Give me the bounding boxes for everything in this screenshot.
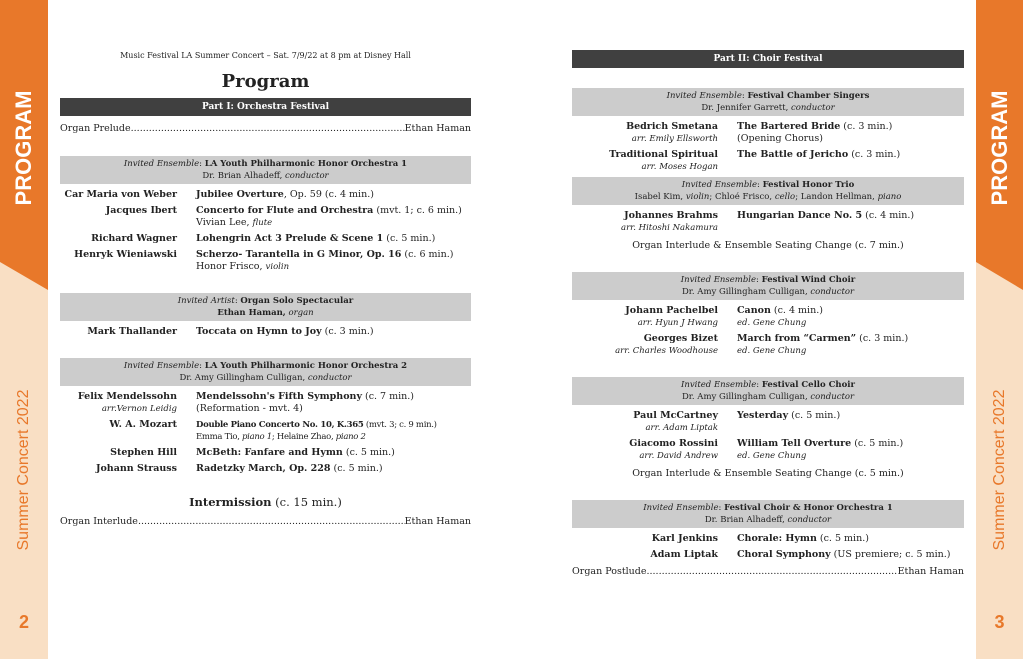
soloist: Emma Tio, — [196, 432, 240, 442]
strip-program-label: PROGRAM — [11, 90, 36, 206]
editor: ed. Gene Chung — [737, 346, 807, 356]
program-item — [60, 326, 471, 338]
work-title: McBeth: Fanfare and Hymn — [196, 447, 343, 458]
work-title: William Tell Overture — [737, 438, 852, 449]
instrument: flute — [252, 218, 273, 228]
intermission — [60, 495, 471, 509]
composer — [572, 438, 737, 462]
work-title: The Battle of Jericho — [737, 149, 849, 160]
work — [196, 249, 471, 273]
work-detail: (c. 5 min.) — [788, 410, 841, 421]
ensemble-title-line: Invited Ensemble: Festival Choir & Honor Orchestra 1 — [643, 503, 893, 513]
program-item — [572, 149, 964, 173]
composer-name: Traditional Spiritual — [609, 149, 718, 160]
ensemble-header — [572, 377, 964, 405]
work-title: Yesterday — [737, 410, 789, 421]
ensemble-title-line: Invited Ensemble: LA Youth Philharmonic Honor Orchestra 1 — [123, 159, 408, 169]
ensemble-title-line: Invited Ensemble: Festival Honor Trio — [681, 180, 855, 190]
work — [737, 210, 964, 234]
composer-name: Karl Jenkins — [651, 533, 718, 544]
composer — [572, 210, 737, 234]
leader-role: conductor — [285, 171, 329, 181]
work-title: Mendelssohn's Fifth Symphony — [196, 391, 362, 402]
artist-type: Invited Artist — [177, 296, 235, 306]
composer — [60, 249, 196, 273]
work — [737, 549, 964, 561]
artist-header — [60, 293, 471, 321]
editor-line — [737, 345, 964, 357]
organ-prelude-line — [60, 122, 471, 136]
left-side-strip — [0, 0, 48, 659]
work — [737, 149, 964, 173]
program-item — [572, 533, 964, 545]
work-title: Choral Symphony — [737, 549, 831, 560]
artist-leader-line — [60, 307, 471, 319]
ensemble-name: LA Youth Philharmonic Honor Orchestra 2 — [204, 361, 408, 371]
work-subtitle: (Opening Chorus) — [737, 133, 823, 144]
work-title: Jubilee Overture — [196, 189, 284, 200]
right-page — [572, 50, 964, 579]
interlude-note: Organ Interlude & Ensemble Seating Change (c. 7 min.) — [632, 240, 904, 251]
composer — [60, 233, 196, 245]
composer — [60, 391, 196, 415]
composer — [60, 447, 196, 459]
work-title: March from “Carmen” — [737, 333, 857, 344]
work — [737, 533, 964, 545]
soloist-line — [196, 431, 471, 443]
work-detail: (c. 4 min.) — [770, 305, 823, 316]
composer-name: Johannes Brahms — [624, 210, 718, 221]
ensemble-type: Invited Ensemble — [643, 503, 719, 513]
work-detail: (c. 3 min.) — [840, 121, 893, 132]
program-item — [60, 391, 471, 415]
leader-name: Dr. Brian Alhadeff, — [202, 171, 283, 181]
leader-performer: Ethan Haman — [404, 516, 471, 527]
ensemble-header — [572, 88, 964, 116]
composer-name: Johann Pachelbel — [625, 305, 718, 316]
composer — [572, 410, 737, 434]
work-detail: (US premiere; c. 5 min.) — [830, 549, 951, 560]
work — [196, 205, 471, 229]
work-detail: (c. 7 min.) — [361, 391, 415, 402]
composer — [572, 305, 737, 329]
work-title: Hungarian Dance No. 5 — [737, 210, 863, 221]
work — [737, 305, 964, 329]
instrument: violin — [265, 262, 290, 272]
work — [737, 333, 964, 357]
member-instrument: violin — [685, 192, 710, 202]
soloist-line — [196, 261, 471, 273]
ensemble-leader-line — [60, 372, 471, 384]
editor-line — [737, 317, 964, 329]
leader-name: Dr. Jennifer Garrett, — [701, 103, 789, 113]
ensemble-title-line: Invited Ensemble: LA Youth Philharmonic Honor Orchestra 2 — [123, 361, 408, 371]
work-title: Radetzky March, Op. 228 — [196, 463, 331, 474]
work-title: Chorale: Hymn — [737, 533, 817, 544]
ensemble-leader-line — [572, 286, 964, 298]
editor: ed. Gene Chung — [737, 451, 807, 461]
organ-postlude-line — [572, 565, 964, 579]
instrument: piano 1 — [242, 432, 272, 442]
arranger: arr. Hitoshi Nakamura — [621, 223, 718, 233]
work-detail: , Op. 59 (c. 4 min.) — [283, 189, 374, 200]
work — [737, 438, 964, 462]
arranger: arr. Hyun J Hwang — [637, 318, 718, 328]
composer-name: Johann Strauss — [95, 463, 177, 474]
arranger: arr. Adam Liptak — [645, 423, 718, 433]
work-detail: (c. 5 min.) — [383, 233, 436, 244]
ensemble-name: Festival Cello Choir — [761, 380, 855, 390]
ensemble-type: Invited Ensemble — [123, 361, 200, 371]
work — [196, 447, 471, 459]
left-page — [60, 50, 471, 529]
arranger: arr.Vernon Leidig — [101, 404, 177, 414]
work-detail: (c. 3 min.) — [856, 333, 909, 344]
composer-name: Mark Thallander — [87, 326, 177, 337]
composer-name: Car Maria von Weber — [64, 189, 177, 200]
ensemble-title-line: Invited Ensemble: Festival Chamber Singers — [666, 91, 870, 101]
work-title: Canon — [737, 305, 771, 316]
leader-label: Organ Interlude — [60, 516, 138, 527]
composer-name: Jacques Ibert — [105, 205, 177, 216]
leader-performer: Ethan Haman — [404, 123, 471, 134]
work-detail: (c. 6 min.) — [401, 249, 454, 260]
ensemble-name: LA Youth Philharmonic Honor Orchestra 1 — [204, 159, 408, 169]
work — [196, 233, 471, 245]
composer — [572, 149, 737, 173]
member-name: Isabel Kim, — [634, 192, 684, 202]
program-item — [60, 205, 471, 229]
composer — [60, 205, 196, 229]
instrument: piano 2 — [335, 432, 366, 442]
program-item — [60, 463, 471, 475]
leader-name: Dr. Brian Alhadeff, — [704, 515, 785, 525]
work-title: Double Piano Concerto No. 10, K.365 — [196, 420, 364, 430]
ensemble-header — [572, 177, 964, 205]
composer-name: Adam Liptak — [650, 549, 718, 560]
leader-dots — [138, 515, 405, 529]
work-detail: (c. 5 min.) — [330, 463, 383, 474]
leader-role: conductor — [810, 287, 855, 297]
soloist: ; Helaine Zhao, — [271, 432, 334, 442]
soloist: Honor Frisco, — [196, 261, 263, 272]
program-item — [60, 249, 471, 273]
strip-subtitle: Summer Concert 2022 — [990, 389, 1008, 551]
program-item — [572, 410, 964, 434]
program-item — [60, 189, 471, 201]
soloist-line — [196, 217, 471, 229]
program-item — [60, 233, 471, 245]
leader-role: conductor — [791, 103, 835, 113]
ensemble-header — [60, 156, 471, 184]
arranger: arr. Moses Hogan — [641, 162, 718, 172]
program-item — [572, 121, 964, 145]
member-name: ; Chloé Frisco, — [709, 192, 773, 202]
work — [196, 189, 471, 201]
ensemble-leader-line — [572, 391, 964, 403]
part-header: Part I: Orchestra Festival — [60, 98, 471, 116]
ensemble-header — [572, 500, 964, 528]
work-title: Concerto for Flute and Orchestra — [196, 205, 374, 216]
work — [196, 391, 471, 415]
program-item — [572, 438, 964, 462]
leader-dots — [131, 122, 405, 136]
leader-role: conductor — [787, 515, 832, 525]
work-title: Lohengrin Act 3 Prelude & Scene 1 — [196, 233, 384, 244]
work — [737, 121, 964, 145]
ensemble-header — [60, 358, 471, 386]
composer — [572, 533, 737, 545]
ensemble-name: Festival Wind Choir — [761, 275, 856, 285]
composer — [572, 549, 737, 561]
ensemble-members-line — [572, 191, 964, 203]
program-item — [60, 419, 471, 443]
work-title: Scherzo- Tarantella in G Minor, Op. 16 — [196, 249, 402, 260]
ensemble-title-line: Invited Ensemble: Festival Cello Choir — [681, 380, 855, 390]
program-item — [60, 447, 471, 459]
arranger: arr. Emily Ellsworth — [631, 134, 718, 144]
work-detail: (c. 3 min.) — [848, 149, 901, 160]
strip-subtitle: Summer Concert 2022 — [15, 389, 32, 551]
work-detail: (mvt. 1; c. 6 min.) — [373, 205, 462, 216]
composer — [572, 333, 737, 357]
leader-role: conductor — [810, 392, 855, 402]
leader-name: Dr. Amy Gillingham Culligan, — [179, 373, 306, 383]
composer-name: Richard Wagner — [91, 233, 177, 244]
page-number: 2 — [18, 612, 29, 632]
composer-name: Stephen Hill — [110, 447, 177, 458]
leader-name: Dr. Amy Gillingham Culligan, — [681, 392, 808, 402]
artist-role: organ — [288, 308, 314, 318]
editor-line — [737, 450, 964, 462]
leader-label: Organ Postlude — [572, 566, 647, 577]
artist-program-name: Organ Solo Spectacular — [240, 296, 354, 306]
program-item — [572, 333, 964, 357]
ensemble-name: Festival Choir & Honor Orchestra 1 — [724, 503, 893, 513]
work — [737, 410, 964, 434]
work — [196, 463, 471, 475]
soloist: Vivian Lee, — [196, 217, 250, 228]
leader-performer: Ethan Haman — [897, 566, 964, 577]
ensemble-leader-line — [572, 514, 964, 526]
program-item — [572, 305, 964, 329]
strip-program-label: PROGRAM — [986, 90, 1012, 206]
composer — [60, 419, 196, 443]
composer-name: Giacomo Rossini — [629, 438, 718, 449]
ensemble-name: Festival Chamber Singers — [747, 91, 870, 101]
part-header: Part II: Choir Festival — [572, 50, 964, 68]
ensemble-type: Invited Ensemble — [123, 159, 200, 169]
page-number: 3 — [994, 612, 1005, 632]
artist-title-line: Invited Artist: Organ Solo Spectacular — [177, 296, 354, 306]
work — [196, 419, 471, 443]
ensemble-header — [572, 272, 964, 300]
program-item — [572, 549, 964, 561]
interlude-note: Organ Interlude & Ensemble Seating Change (c. 5 min.) — [632, 468, 904, 479]
arranger: arr. David Andrew — [639, 451, 718, 461]
work-detail: (c. 3 min.) — [321, 326, 374, 337]
composer-name: Georges Bizet — [643, 333, 718, 344]
work-title: The Bartered Bride — [737, 121, 841, 132]
composer-name: Paul McCartney — [633, 410, 718, 421]
member-instrument: cello — [774, 192, 796, 202]
composer — [60, 326, 196, 338]
ensemble-type: Invited Ensemble — [681, 180, 758, 190]
leader-name: Dr. Amy Gillingham Culligan, — [681, 287, 808, 297]
editor: ed. Gene Chung — [737, 318, 807, 328]
work-subtitle: (Reformation - mvt. 4) — [196, 403, 303, 414]
ensemble-leader-line — [572, 102, 964, 114]
ensemble-leader-line — [60, 170, 471, 182]
composer-name: Henryk Wieniawski — [74, 249, 177, 260]
ensemble-title-line: Invited Ensemble: Festival Wind Choir — [680, 275, 856, 285]
ensemble-type: Invited Ensemble — [680, 275, 757, 285]
right-side-strip — [976, 0, 1023, 659]
work-title: Toccata on Hymn to Joy — [196, 326, 322, 337]
leader-role: conductor — [307, 373, 352, 383]
composer — [60, 463, 196, 475]
work — [196, 326, 471, 338]
work-detail: (c. 5 min.) — [851, 438, 904, 449]
leader-dots — [647, 565, 898, 579]
program-item — [572, 210, 964, 234]
concert-subheader: Music Festival LA Summer Concert – Sat. 7/9/22 at 8 pm at Disney Hall — [120, 51, 411, 60]
member-instrument: piano — [877, 192, 902, 202]
composer-name: Bedrich Smetana — [626, 121, 718, 132]
composer-name: Felix Mendelssohn — [77, 391, 177, 402]
organ-interlude-line — [60, 515, 471, 529]
arranger: arr. Charles Woodhouse — [615, 346, 718, 356]
work-detail: (c. 5 min.) — [816, 533, 869, 544]
artist-name: Ethan Haman, — [217, 308, 286, 318]
ensemble-type: Invited Ensemble — [666, 91, 742, 101]
ensemble-type: Invited Ensemble — [681, 380, 757, 390]
leader-label: Organ Prelude — [60, 123, 131, 134]
composer-name: W. A. Mozart — [109, 419, 177, 430]
work-detail: (c. 5 min.) — [342, 447, 395, 458]
composer — [60, 189, 196, 201]
page-title: Program — [221, 71, 310, 92]
work-detail: (mvt. 3; c. 9 min.) — [363, 420, 437, 430]
composer — [572, 121, 737, 145]
intermission-label: Intermission — [189, 495, 272, 509]
member-name: ; Landon Hellman, — [795, 192, 875, 202]
intermission-detail: (c. 15 min.) — [271, 495, 342, 509]
ensemble-name: Festival Honor Trio — [762, 180, 855, 190]
work-detail: (c. 4 min.) — [862, 210, 915, 221]
